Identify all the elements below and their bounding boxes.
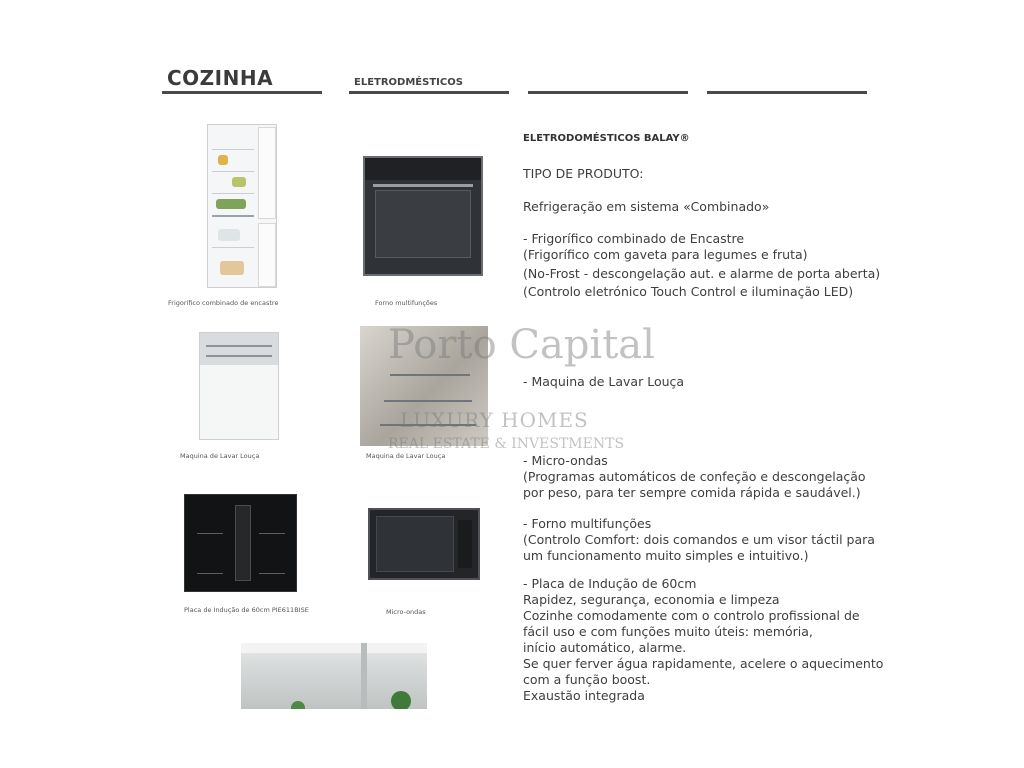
induction-hob-image <box>184 494 297 592</box>
microwave-image <box>368 508 480 580</box>
hob-line-4: fácil uso e com funções muito úteis: memória, <box>523 624 813 639</box>
fridge-line-4: (Controlo eletrónico Touch Control e iluminação LED) <box>523 284 854 299</box>
oven-image <box>363 156 483 276</box>
section-subtitle: ELETRODMÉSTICOS <box>354 77 463 88</box>
watermark-subtagline: REAL ESTATE & INVESTMENTS <box>388 436 625 452</box>
fridge-line-2: (Frigorífico com gaveta para legumes e fruta) <box>523 247 808 262</box>
microwave-caption: Micro-ondas <box>386 608 426 616</box>
hob-line-7: com a função boost. <box>523 672 651 687</box>
hob-line-5: início automático, alarme. <box>523 640 687 655</box>
watermark-logo: Porto Capital <box>388 322 655 368</box>
brand-heading: ELETRODOMÉSTICOS BALAY® <box>523 133 690 144</box>
microwave-line-3: por peso, para ter sempre comida rápida e saudável.) <box>523 485 861 500</box>
fridge-caption: Frigorífico combinado de encastre <box>168 299 279 307</box>
hob-line-6: Se quer ferver água rapidamente, acelere o aquecimento <box>523 656 884 671</box>
dishwasher-line: - Maquina de Lavar Louça <box>523 374 685 389</box>
oven-line-1: - Forno multifunções <box>523 516 652 531</box>
page-title: COZINHA <box>167 66 274 90</box>
hob-caption: Placa de Indução de 60cm PIE611BISE <box>184 606 309 614</box>
dishwasher-image <box>199 332 279 440</box>
header-divider-1 <box>162 91 322 94</box>
oven-line-2: (Controlo Comfort: dois comandos e um visor táctil para <box>523 532 875 547</box>
header-divider-3 <box>528 91 688 94</box>
hob-line-8: Exaustão integrada <box>523 688 645 703</box>
kitchen-room-photo <box>241 643 427 709</box>
fridge-line-1: - Frigorífico combinado de Encastre <box>523 231 745 246</box>
hob-line-3: Cozinhe comodamente com o controlo profissional de <box>523 608 860 623</box>
dishwasher-caption: Maquina de Lavar Louça <box>180 452 260 460</box>
refrigeration-text: Refrigeração em sistema «Combinado» <box>523 199 770 214</box>
fridge-line-3: (No-Frost - descongelação aut. e alarme de porta aberta) <box>523 266 881 281</box>
header-divider-4 <box>707 91 867 94</box>
header-divider-2 <box>349 91 509 94</box>
fridge-image <box>207 124 277 288</box>
watermark-tagline: LUXURY HOMES <box>400 408 589 432</box>
microwave-line-2: (Programas automáticos de confeção e descongelação <box>523 469 866 484</box>
dishwasher2-caption: Maquina de Lavar Louça <box>366 452 446 460</box>
oven-line-3: um funcionamento muito simples e intuitivo.) <box>523 548 809 563</box>
oven-caption: Forno multifunções <box>375 299 438 307</box>
product-type-label: TIPO DE PRODUTO: <box>523 166 644 181</box>
hob-line-1: - Placa de Indução de 60cm <box>523 576 697 591</box>
microwave-line-1: - Micro-ondas <box>523 453 608 468</box>
hob-line-2: Rapidez, segurança, economia e limpeza <box>523 592 780 607</box>
